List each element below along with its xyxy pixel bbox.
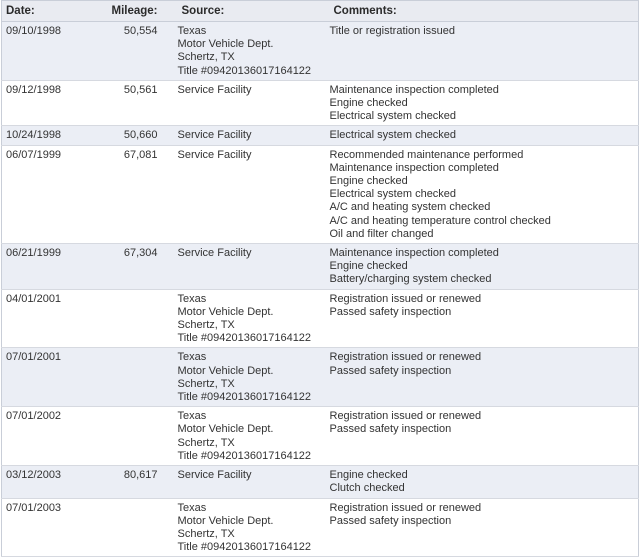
comment-line: Registration issued or renewed xyxy=(329,501,482,514)
table-row xyxy=(2,22,639,81)
source-line: Motor Vehicle Dept. xyxy=(177,305,274,318)
comment-line: Engine checked xyxy=(329,97,408,110)
column-header-mileage: Mileage: xyxy=(86,1,172,22)
comment-line: Maintenance inspection completed xyxy=(329,161,499,174)
cell-mileage xyxy=(86,348,172,407)
source-line: Motor Vehicle Dept. xyxy=(177,364,274,377)
comment-line: Engine checked xyxy=(329,260,408,273)
comment-line: Engine checked xyxy=(329,469,408,482)
cell-comments xyxy=(324,244,639,290)
comment-line: A/C and heating temperature control checked xyxy=(329,214,551,227)
cell-comments xyxy=(324,126,639,145)
source-line: Service Facility xyxy=(177,83,252,96)
cell-date: 06/21/1999 xyxy=(2,244,86,290)
table-row xyxy=(2,466,639,498)
comment-line: A/C and heating system checked xyxy=(329,201,491,214)
source-line: Schertz, TX xyxy=(177,436,235,449)
comment-line: Engine checked xyxy=(329,175,408,188)
source-line: Schertz, TX xyxy=(177,51,235,64)
cell-date: 07/01/2003 xyxy=(2,498,86,557)
table-row xyxy=(2,348,639,407)
source-line: Service Facility xyxy=(177,469,252,482)
comment-line: Electrical system checked xyxy=(329,110,457,123)
comment-line: Oil and filter changed xyxy=(329,227,434,240)
source-line: Service Facility xyxy=(177,148,252,161)
source-line: Texas xyxy=(177,501,207,514)
cell-mileage: 50,660 xyxy=(86,126,172,145)
column-header-comments: Comments: xyxy=(324,1,639,22)
cell-mileage: 67,081 xyxy=(86,145,172,243)
cell-source xyxy=(172,244,324,290)
comment-line: Registration issued or renewed xyxy=(329,292,482,305)
cell-mileage xyxy=(86,289,172,348)
cell-mileage: 50,561 xyxy=(86,80,172,126)
table-row xyxy=(2,498,639,557)
cell-comments xyxy=(324,22,639,81)
comment-line: Passed safety inspection xyxy=(329,364,452,377)
comment-line: Electrical system checked xyxy=(329,129,457,142)
cell-date: 07/01/2002 xyxy=(2,407,86,466)
cell-comments xyxy=(324,80,639,126)
source-line: Motor Vehicle Dept. xyxy=(177,423,274,436)
cell-mileage: 67,304 xyxy=(86,244,172,290)
table-row xyxy=(2,126,639,145)
cell-date: 10/24/1998 xyxy=(2,126,86,145)
source-line: Service Facility xyxy=(177,129,252,142)
table-header xyxy=(2,1,639,22)
table-row xyxy=(2,145,639,243)
cell-source xyxy=(172,498,324,557)
cell-mileage: 50,554 xyxy=(86,22,172,81)
comment-line: Registration issued or renewed xyxy=(329,351,482,364)
source-line: Service Facility xyxy=(177,247,252,260)
cell-source xyxy=(172,466,324,498)
cell-mileage xyxy=(86,407,172,466)
cell-comments xyxy=(324,289,639,348)
cell-source xyxy=(172,348,324,407)
column-header-date: Date: xyxy=(2,1,86,22)
table-row xyxy=(2,244,639,290)
comment-line: Registration issued or renewed xyxy=(329,410,482,423)
comment-line: Electrical system checked xyxy=(329,188,457,201)
cell-mileage: 80,617 xyxy=(86,466,172,498)
source-line: Schertz, TX xyxy=(177,527,235,540)
cell-date: 04/01/2001 xyxy=(2,289,86,348)
comment-line: Battery/charging system checked xyxy=(329,273,492,286)
cell-source xyxy=(172,289,324,348)
cell-source xyxy=(172,407,324,466)
cell-date: 03/12/2003 xyxy=(2,466,86,498)
source-line: Texas xyxy=(177,351,207,364)
comment-line: Passed safety inspection xyxy=(329,514,452,527)
comment-line: Title or registration issued xyxy=(329,25,456,37)
source-line: Title #09420136017164122 xyxy=(177,391,312,404)
source-line: Motor Vehicle Dept. xyxy=(177,38,274,51)
source-line: Motor Vehicle Dept. xyxy=(177,514,274,527)
cell-mileage xyxy=(86,498,172,557)
source-line: Texas xyxy=(177,25,207,37)
source-line: Title #09420136017164122 xyxy=(177,332,312,345)
cell-source xyxy=(172,145,324,243)
cell-source xyxy=(172,22,324,81)
table-body xyxy=(2,22,639,557)
source-line: Texas xyxy=(177,410,207,423)
source-line: Schertz, TX xyxy=(177,319,235,332)
cell-comments xyxy=(324,348,639,407)
comment-line: Clutch checked xyxy=(329,482,405,495)
cell-source xyxy=(172,80,324,126)
cell-date: 07/01/2001 xyxy=(2,348,86,407)
cell-date: 09/10/1998 xyxy=(2,22,86,81)
cell-comments xyxy=(324,145,639,243)
comment-line: Maintenance inspection completed xyxy=(329,247,499,260)
comment-line: Passed safety inspection xyxy=(329,423,452,436)
column-header-source: Source: xyxy=(172,1,324,22)
comment-line: Passed safety inspection xyxy=(329,305,452,318)
source-line: Texas xyxy=(177,292,207,305)
table-row xyxy=(2,289,639,348)
comment-line: Maintenance inspection completed xyxy=(329,83,499,96)
cell-source xyxy=(172,126,324,145)
cell-date: 09/12/1998 xyxy=(2,80,86,126)
header-row xyxy=(2,1,639,22)
comment-line: Recommended maintenance performed xyxy=(329,148,524,161)
source-line: Title #09420136017164122 xyxy=(177,449,312,462)
vehicle-history-table xyxy=(1,0,639,557)
source-line: Title #09420136017164122 xyxy=(177,541,312,554)
source-line: Title #09420136017164122 xyxy=(177,64,312,77)
cell-comments xyxy=(324,466,639,498)
cell-comments xyxy=(324,407,639,466)
table-row xyxy=(2,407,639,466)
cell-comments xyxy=(324,498,639,557)
cell-date: 06/07/1999 xyxy=(2,145,86,243)
table-row xyxy=(2,80,639,126)
source-line: Schertz, TX xyxy=(177,377,235,390)
